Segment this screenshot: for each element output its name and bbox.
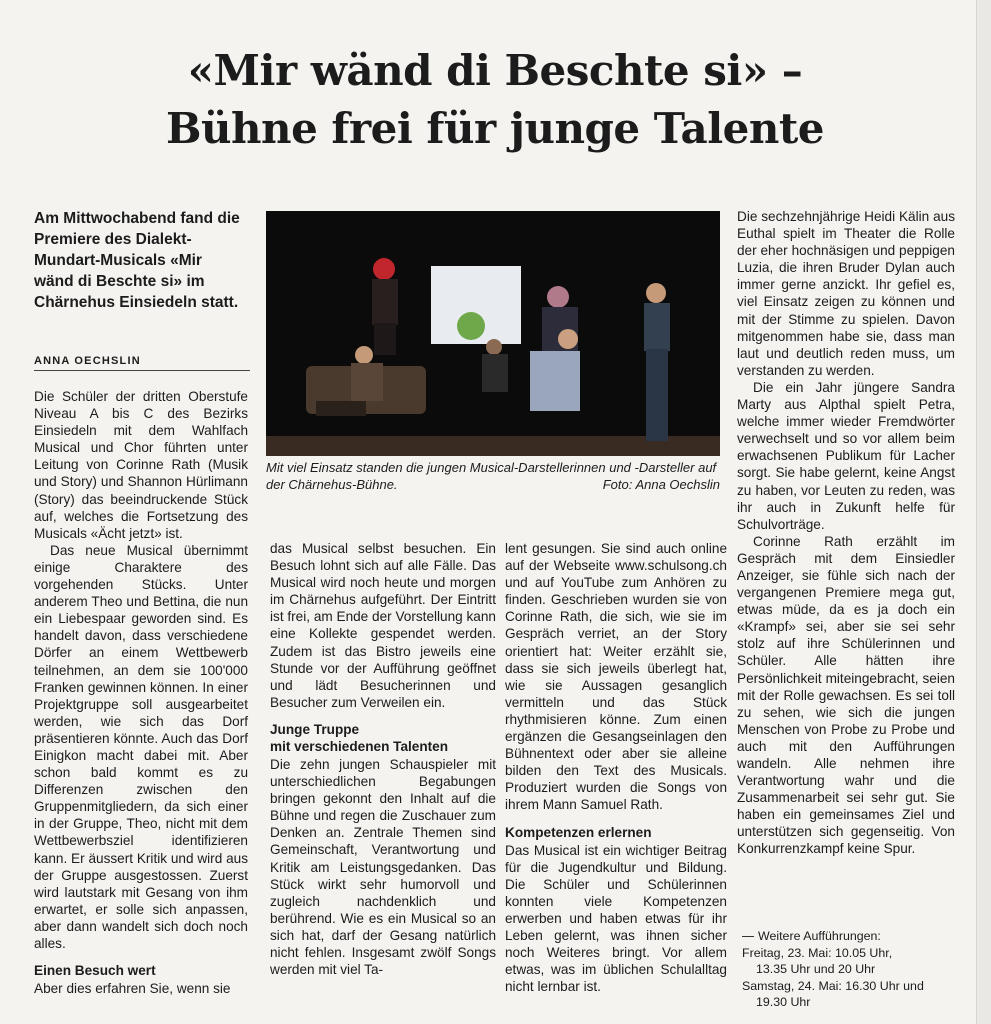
stage-photo-illustration [266, 211, 720, 456]
caption-text: Mit viel Einsatz standen die jungen Musical-Darstellerinnen und -Darsteller auf der Chärnehus-Bühne. [266, 460, 717, 492]
article-column-2 [270, 540, 496, 978]
performance-friday: Freitag, 23. Mai: 10.05 Uhr, [742, 945, 893, 960]
paragraph: Aber dies erfahren Sie, wenn sie [34, 981, 231, 997]
headline-line-1: «Mir wänd di Beschte si» – [187, 46, 803, 95]
performance-saturday-times: 19.30 Uhr [756, 995, 811, 1009]
performance-saturday: Samstag, 24. Mai: 16.30 Uhr und [742, 978, 924, 993]
paragraph: Die zehn jungen Schauspieler mit unterschiedlichen Begabungen bringen gekonnt den Inhalt auf die Bühne und regen die Zuschauer zum Denken an. Zentrale Themen sind Gemeinschaft, Verantwortung und Kritik am Leistungsgedanken. Das Stück wirkt sehr humorvoll und zugleich nachdenklich und berührend. Wie es ein Musical so an sich hat, darf der Gesang natürlich nicht fehlen. Insgesamt zwölf Songs werden mit viel Ta- [270, 756, 496, 978]
subheading: Kompetenzen erlernen [505, 824, 652, 840]
article-headline [40, 42, 950, 158]
subheading-line-2: mit verschiedenen Talenten [270, 738, 449, 754]
performance-dates [742, 928, 956, 1011]
paragraph: Die ein Jahr jüngere Sandra Marty aus Alpthal spielt Petra, welche immer wieder Fremdwörter verwechselt und so vor allem beim erwachsenen Publikum für Lacher sorgt. Sie habe gelernt, keine Angst zu haben, vor Leuten zu reden, was ihr auch in Zukunft helfe für Schulvorträge. [737, 379, 955, 532]
headline-line-2: Bühne frei für junge Talente [165, 104, 825, 153]
paragraph: Die sechzehnjährige Heidi Kälin aus Euthal spielt im Theater die Rolle der eher hochnäsigen und peppigen Luzia, die ihren Bruder Dylan auch immer gerne anzickt. Ihr gefiel es, viel Einsatz zeigen zu können und mit der Stimme zu spielen. Davon mitgenommen habe sie, dass man laut und deutlich reden muss, um verstanden zu werden. [737, 209, 955, 378]
performance-friday-times: 13.35 Uhr und 20 Uhr [756, 962, 876, 976]
photo-caption [266, 459, 720, 493]
author-byline: ANNA OECHSLIN [34, 355, 141, 367]
byline-rule [34, 370, 250, 371]
performances-label: Weitere Aufführungen: [758, 929, 881, 943]
subheading-line-1: Junge Truppe [270, 721, 360, 737]
paragraph: Das Musical ist ein wichtiger Beitrag für die Jugendkultur und Bildung. Die Schüler und Schülerinnen konnten viele Kompetenzen erwerben und haben etwas für ihr Leben gelernt, was ihnen sicher noch Weiteres bringt. Vor allem etwas, was im üblichen Schulalltag nicht lernbar ist. [505, 842, 727, 995]
paragraph: das Musical selbst besuchen. Ein Besuch lohnt sich auf alle Fälle. Das Musical wird noch heute und morgen im Chärnehus aufgeführt. Der Eintritt ist frei, am Ende der Vorstellung kann eine Kollekte gespendet werden. Zudem ist das Bistro jeweils eine Stunde vor der Aufführung geöffnet und lädt Besucherinnen und Besucher zum Verweilen ein. [270, 541, 496, 710]
subheading [270, 721, 496, 755]
article-column-4 [737, 208, 955, 858]
paragraph: Corinne Rath erzählt im Gespräch mit dem Einsiedler Anzeiger, sie fühle sich nach der vergangenen Premiere mega gut, etwas müde, da es ja doch ein «Krampf» sei, aber sie sei sehr stolz auf ihre Schülerinnen und Schüler. Alle hätten ihre Persönlichkeit miteingebracht, seien mit der Rolle gewachsen. Es sei toll zu sehen, wie sich die jungen Menschen von Probe zu Probe und auch mit den Aufführungen wandeln. Alle nehmen ihre Verantwortung wahr und die Zusammenarbeit sei sehr gut. Sie haben ein gemeinsames Ziel und unterstützen sich gegenseitig. Von Konkurrenzkampf keine Spur. [737, 533, 955, 857]
paragraph: Das neue Musical übernimmt einige Charaktere des vorgehenden Stücks. Unter anderem Theo und Bettina, die nun ein Liebespaar geworden sind. Es handelt davon, dass verschiedene Dörfer an einem Wettbewerb teilnehmen, an dem sie 100'000 Franken gewinnen können. In einer Projektgruppe soll ausgearbeitet werden, wie sich das Dorf präsentieren könnte. Auch das Dorf Einigkon macht dabei mit. Aber schon bald kommt es zu Differenzen zwischen den Gruppenmitgliedern, da sich einer in der Gruppe, Theo, nicht mit dem Wettbewerbsziel identifizieren kann. Er äussert Kritik und wird aus der Gruppe ausgestossen. Zuerst wird lautstark mit Gesang von ihm erwartet, er solle sich anpassen, aber dann wandelt sich doch noch alles. [34, 542, 248, 951]
stage-photo [266, 211, 720, 456]
article-column-3 [505, 540, 727, 995]
photo-credit: Foto: Anna Oechslin [602, 477, 720, 492]
subheading: Einen Besuch wert [34, 963, 156, 979]
article-lead: Am Mittwochabend fand die Premiere des Dialekt-Mundart-Musicals «Mir wänd di Beschte si» im Chärnehus Einsiedeln statt. [34, 210, 240, 311]
paragraph: lent gesungen. Sie sind auch online auf der Webseite www.schulsong.ch und auf YouTube zum Anhören zu finden. Geschrieben wurden sie von Corinne Rath, die sich, wie sie im Gespräch verriet, an der Story orientiert hat: Weiter erzählt sie, dass sie sich jeweils überlegt hat, wie sie Aussagen gesanglich vermitteln und das Stück rhythmisieren könne. Zum einen ergänzen die Gesangseinlagen den Bühnentext oder aber sie alleine bilden den Text des Musicals. Produziert wurden die Songs von ihrem Mann Samuel Rath. [505, 541, 727, 813]
article-column-1 [34, 388, 248, 997]
paragraph: Die Schüler der dritten Oberstufe Niveau A bis C des Bezirks Einsiedeln mit dem Wahlfach Musical und Chor führten unter Leitung von Corinne Rath (Musik und Story) und Shannon Hürlimann (Story) das beeindruckende Stück auf, welches die Fortsetzung des Musicals «Ächt jetzt» ist. [34, 389, 248, 541]
dash-icon [742, 936, 754, 937]
page-edge [976, 0, 991, 1024]
